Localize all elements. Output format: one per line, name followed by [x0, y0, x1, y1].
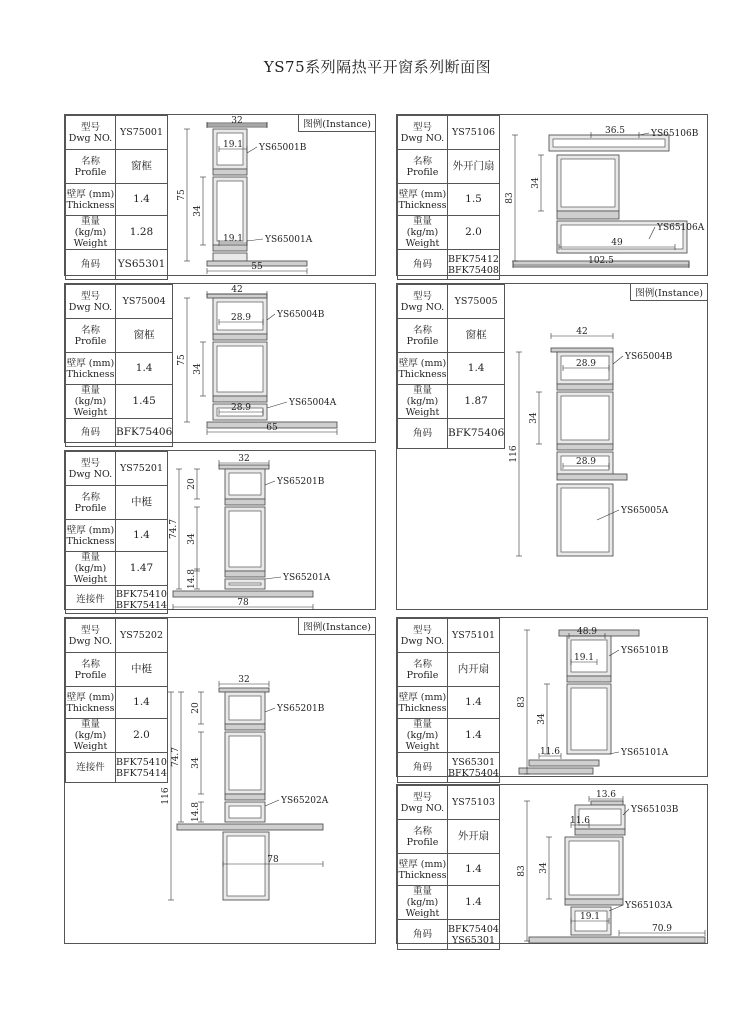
spec-table — [397, 284, 505, 449]
spec-label — [398, 619, 448, 653]
spec-label-line: 重量 (kg/m) — [74, 216, 107, 238]
spec-label — [398, 353, 448, 385]
spec-label — [66, 520, 116, 552]
dim-height: 83 — [505, 192, 515, 204]
profile-card — [64, 114, 376, 276]
spec-value: 窗框 — [116, 150, 168, 184]
spec-value — [448, 753, 500, 783]
dim-label: 19.1 — [579, 912, 601, 922]
dim-width: 32 — [231, 116, 243, 126]
spec-label-line: 重量 (kg/m) — [74, 719, 107, 741]
spec-table — [65, 618, 168, 783]
section-drawing — [161, 618, 375, 943]
dim-label: 28.9 — [575, 457, 597, 467]
spec-value: YS75202 — [116, 619, 168, 653]
spec-value: BFK75406 — [116, 419, 173, 447]
spec-label-line: Thickness — [398, 869, 447, 881]
dim-height: 34 — [539, 862, 549, 874]
dim-height: 116 — [509, 445, 519, 463]
section-drawing — [167, 284, 375, 442]
dim-label: 11.6 — [569, 816, 591, 826]
dim-height: 14.8 — [187, 568, 197, 590]
spec-value: YS75001 — [116, 116, 168, 150]
dim-label: 28.9 — [575, 359, 597, 369]
profile-card — [64, 450, 376, 610]
dim-width: 13.6 — [595, 790, 617, 800]
spec-label-line: 壁厚 (mm) — [398, 858, 447, 870]
spec-label — [398, 886, 448, 920]
spec-label — [398, 385, 448, 419]
dim-height: 34 — [531, 177, 541, 189]
spec-label: 连接件 — [66, 753, 116, 783]
spec-value: YS75201 — [116, 452, 168, 486]
dim-height: 34 — [187, 533, 197, 545]
spec-table — [397, 115, 500, 280]
spec-label-line: Weight — [73, 407, 108, 418]
spec-value: 窗框 — [116, 319, 173, 353]
dim-label: 28.9 — [230, 403, 252, 413]
spec-label-line: Dwg NO. — [68, 132, 113, 144]
spec-value: 2.0 — [116, 719, 168, 753]
spec-label — [66, 216, 116, 250]
spec-value: 外开扇 — [448, 820, 500, 854]
spec-label-line: 名称 — [80, 658, 100, 670]
spec-value-line: YS65301 — [451, 756, 495, 768]
spec-label-line: Thickness — [66, 535, 115, 547]
spec-value-line: BFK75414 — [116, 767, 167, 779]
spec-value-line: BFK75408 — [448, 264, 499, 276]
spec-value — [448, 250, 500, 280]
spec-label — [398, 150, 448, 184]
dim-width: 32 — [238, 675, 250, 685]
spec-label-line: Profile — [74, 166, 107, 178]
dim-height: 34 — [193, 205, 203, 217]
spec-label-line: 名称 — [80, 155, 100, 167]
spec-label-line: 重量 (kg/m) — [406, 216, 439, 238]
dim-height: 116 — [161, 787, 171, 805]
profile-card — [396, 114, 708, 276]
spec-value: 1.4 — [448, 719, 500, 753]
spec-value: YS75101 — [448, 619, 500, 653]
spec-label-line: Thickness — [398, 702, 447, 714]
section-drawing — [167, 451, 375, 609]
spec-value: YS75106 — [448, 116, 500, 150]
section-drawing — [499, 115, 707, 275]
profile-card — [396, 784, 708, 944]
spec-label-line: Dwg NO. — [400, 301, 445, 313]
spec-table — [65, 115, 168, 280]
profile-code: YS65004B — [277, 310, 325, 320]
spec-table — [65, 284, 173, 447]
dim-height: 34 — [529, 412, 539, 424]
spec-value — [448, 920, 500, 950]
spec-label — [398, 820, 448, 854]
profile-card — [396, 617, 708, 777]
spec-label — [66, 116, 116, 150]
spec-label — [66, 184, 116, 216]
spec-label — [66, 319, 116, 353]
dim-height: 83 — [517, 865, 527, 877]
spec-label-line: Profile — [406, 836, 439, 848]
dim-height: 74.7 — [171, 746, 181, 768]
dim-label: 11.6 — [539, 747, 561, 757]
spec-label — [66, 486, 116, 520]
spec-label-line: 名称 — [412, 658, 432, 670]
dim-width: 36.5 — [604, 126, 626, 136]
spec-label-line: 重量 (kg/m) — [74, 385, 107, 407]
spec-label — [398, 216, 448, 250]
spec-label-line: 重量 (kg/m) — [406, 385, 439, 407]
spec-label — [398, 285, 448, 319]
spec-label — [66, 150, 116, 184]
spec-label-line: Weight — [405, 908, 440, 919]
spec-label-line: 型号 — [412, 290, 432, 302]
spec-label-line: 重量 (kg/m) — [406, 719, 439, 741]
dim-height: 74.7 — [169, 518, 179, 540]
spec-label-line: Weight — [405, 238, 440, 249]
spec-value: YS75103 — [448, 786, 500, 820]
spec-label: 角码 — [398, 250, 448, 280]
spec-label-line: Dwg NO. — [68, 468, 113, 480]
spec-label-line: Profile — [406, 669, 439, 681]
spec-value: YS65301 — [116, 250, 168, 280]
spec-label-line: 重量 (kg/m) — [74, 552, 107, 574]
spec-value-line: BFK75410 — [116, 756, 167, 768]
spec-label — [398, 719, 448, 753]
spec-label-line: Dwg NO. — [400, 802, 445, 814]
spec-label-line: Profile — [406, 166, 439, 178]
spec-label-line: Profile — [74, 669, 107, 681]
profile-card — [64, 283, 376, 443]
spec-label-line: Weight — [405, 407, 440, 418]
spec-label-line: Profile — [74, 502, 107, 514]
spec-label-line: 壁厚 (mm) — [398, 357, 447, 369]
profile-code: YS65201B — [277, 704, 325, 714]
profile-code: YS65106A — [657, 223, 705, 233]
profile-code: YS65001B — [259, 143, 307, 153]
spec-label-line: 型号 — [80, 121, 100, 133]
spec-value — [116, 753, 168, 783]
spec-value-line: BFK75404 — [448, 767, 499, 779]
spec-label-line: Thickness — [66, 702, 115, 714]
spec-label — [398, 116, 448, 150]
spec-label-line: 型号 — [80, 624, 100, 636]
dim-label: 19.1 — [573, 653, 595, 663]
spec-label-line: 型号 — [80, 290, 100, 302]
spec-label-line: 型号 — [412, 121, 432, 133]
spec-label-line: 壁厚 (mm) — [66, 188, 115, 200]
section-drawing — [167, 115, 375, 275]
spec-label: 角码 — [398, 753, 448, 783]
spec-label-line: Thickness — [66, 199, 115, 211]
spec-value: 中梃 — [116, 653, 168, 687]
spec-label-line: Dwg NO. — [68, 635, 113, 647]
spec-label: 角码 — [398, 419, 448, 449]
spec-value: 1.4 — [116, 687, 168, 719]
profile-code: YS65004A — [289, 398, 337, 408]
spec-label — [66, 687, 116, 719]
spec-label-line: Thickness — [66, 368, 115, 380]
dim-width: 42 — [576, 327, 588, 337]
dim-width: 55 — [251, 262, 263, 272]
page-title: YS75系列隔热平开窗系列断面图 — [263, 58, 492, 76]
spec-label-line: Thickness — [398, 199, 447, 211]
spec-label-line: 名称 — [80, 491, 100, 503]
spec-label — [66, 719, 116, 753]
spec-label-line: 重量 (kg/m) — [406, 886, 439, 908]
spec-value: 1.28 — [116, 216, 168, 250]
spec-value: 1.45 — [116, 385, 173, 419]
spec-value: 1.4 — [116, 353, 173, 385]
dim-label: 19.1 — [222, 140, 244, 150]
spec-value-line: BFK75414 — [116, 599, 167, 611]
spec-label — [66, 619, 116, 653]
dim-width: 49 — [611, 238, 623, 248]
spec-label — [66, 552, 116, 586]
profile-code: YS65001A — [265, 235, 313, 245]
spec-label — [66, 452, 116, 486]
spec-value: YS75004 — [116, 285, 173, 319]
dim-height: 75 — [177, 189, 187, 201]
spec-value: 1.5 — [448, 184, 500, 216]
spec-label-line: 名称 — [412, 155, 432, 167]
spec-label-line: 壁厚 (mm) — [66, 357, 115, 369]
spec-label — [398, 184, 448, 216]
dim-height: 14.8 — [191, 801, 201, 823]
profile-code: YS65101B — [621, 646, 669, 656]
spec-value-line: BFK75412 — [448, 253, 499, 265]
profile-card — [396, 283, 708, 610]
dim-width: 78 — [237, 598, 249, 608]
spec-label-line: 壁厚 (mm) — [398, 691, 447, 703]
spec-label: 角码 — [66, 250, 116, 280]
dim-height: 34 — [537, 713, 547, 725]
spec-label-line: Thickness — [398, 368, 447, 380]
spec-label — [66, 385, 116, 419]
profile-code: YS65201B — [277, 477, 325, 487]
dim-width: 102.5 — [588, 256, 614, 266]
spec-label-line: 型号 — [412, 624, 432, 636]
dim-width: 48.9 — [576, 627, 598, 637]
spec-value: 窗框 — [448, 319, 505, 353]
spec-value: 1.4 — [448, 854, 500, 886]
spec-value: BFK75406 — [448, 419, 505, 449]
spec-value: YS75005 — [448, 285, 505, 319]
spec-label-line: Weight — [73, 741, 108, 752]
spec-label-line: 型号 — [80, 457, 100, 469]
spec-label-line: Profile — [74, 335, 107, 347]
profile-code: YS65202A — [281, 796, 329, 806]
spec-value: 1.47 — [116, 552, 168, 586]
spec-table — [397, 618, 500, 783]
spec-value: 2.0 — [448, 216, 500, 250]
dim-height: 20 — [191, 702, 201, 714]
spec-label: 连接件 — [66, 586, 116, 614]
spec-label-line: Dwg NO. — [400, 132, 445, 144]
spec-label-line: 壁厚 (mm) — [66, 524, 115, 536]
profile-code: YS65103B — [631, 805, 679, 815]
spec-label-line: Weight — [73, 574, 108, 585]
dim-height: 34 — [193, 363, 203, 375]
profile-code: YS65004B — [625, 352, 673, 362]
section-drawing — [499, 284, 707, 609]
spec-value-line: BFK75410 — [116, 588, 167, 600]
spec-label-line: 名称 — [80, 324, 100, 336]
spec-table — [65, 451, 168, 614]
section-drawing — [499, 785, 707, 943]
spec-label: 角码 — [66, 419, 116, 447]
dim-width: 32 — [238, 454, 250, 464]
spec-value: 1.4 — [448, 687, 500, 719]
section-drawing — [499, 618, 707, 776]
dim-width: 78 — [267, 855, 279, 865]
spec-label-line: Dwg NO. — [400, 635, 445, 647]
spec-label: 角码 — [398, 920, 448, 950]
spec-label — [66, 653, 116, 687]
dim-height: 20 — [187, 478, 197, 490]
profile-code: YS65101A — [621, 748, 669, 758]
spec-label-line: 壁厚 (mm) — [66, 691, 115, 703]
spec-label — [398, 687, 448, 719]
dim-width: 42 — [231, 285, 243, 295]
spec-label-line: 型号 — [412, 791, 432, 803]
dim-label: 28.9 — [230, 313, 252, 323]
dim-height: 34 — [191, 757, 201, 769]
spec-table — [397, 785, 500, 950]
spec-label-line: Weight — [73, 238, 108, 249]
spec-label-line: Dwg NO. — [68, 301, 113, 313]
dim-height: 75 — [177, 354, 187, 366]
spec-value: 1.4 — [448, 886, 500, 920]
spec-label — [398, 319, 448, 353]
dim-width: 65 — [266, 423, 278, 433]
instance-label: 图例(Instance) — [630, 284, 707, 301]
profile-code: YS65005A — [621, 506, 669, 516]
spec-label — [66, 285, 116, 319]
profile-code: YS65106B — [651, 129, 699, 139]
spec-value: 中梃 — [116, 486, 168, 520]
spec-value-line: BFK75404 — [448, 923, 499, 935]
dim-width: 70.9 — [651, 924, 673, 934]
spec-label-line: 壁厚 (mm) — [398, 188, 447, 200]
spec-value-line: YS65301 — [451, 934, 495, 946]
spec-label-line: 名称 — [412, 324, 432, 336]
spec-label — [398, 854, 448, 886]
dim-height: 83 — [517, 696, 527, 708]
profile-code: YS65201A — [283, 573, 331, 583]
profile-code: YS65103A — [625, 901, 673, 911]
spec-label-line: 名称 — [412, 825, 432, 837]
spec-label — [66, 353, 116, 385]
spec-value: 1.87 — [448, 385, 505, 419]
dim-label: 19.1 — [222, 234, 244, 244]
instance-label: 图例(Instance) — [298, 115, 375, 132]
spec-value — [116, 586, 168, 614]
instance-label: 图例(Instance) — [298, 618, 375, 635]
spec-value: 外开门扇 — [448, 150, 500, 184]
spec-label — [398, 786, 448, 820]
spec-value: 内开扇 — [448, 653, 500, 687]
spec-value: 1.4 — [116, 520, 168, 552]
spec-value: 1.4 — [116, 184, 168, 216]
profile-card — [64, 617, 376, 944]
spec-value: 1.4 — [448, 353, 505, 385]
spec-label — [398, 653, 448, 687]
spec-label-line: Weight — [405, 741, 440, 752]
spec-label-line: Profile — [406, 335, 439, 347]
